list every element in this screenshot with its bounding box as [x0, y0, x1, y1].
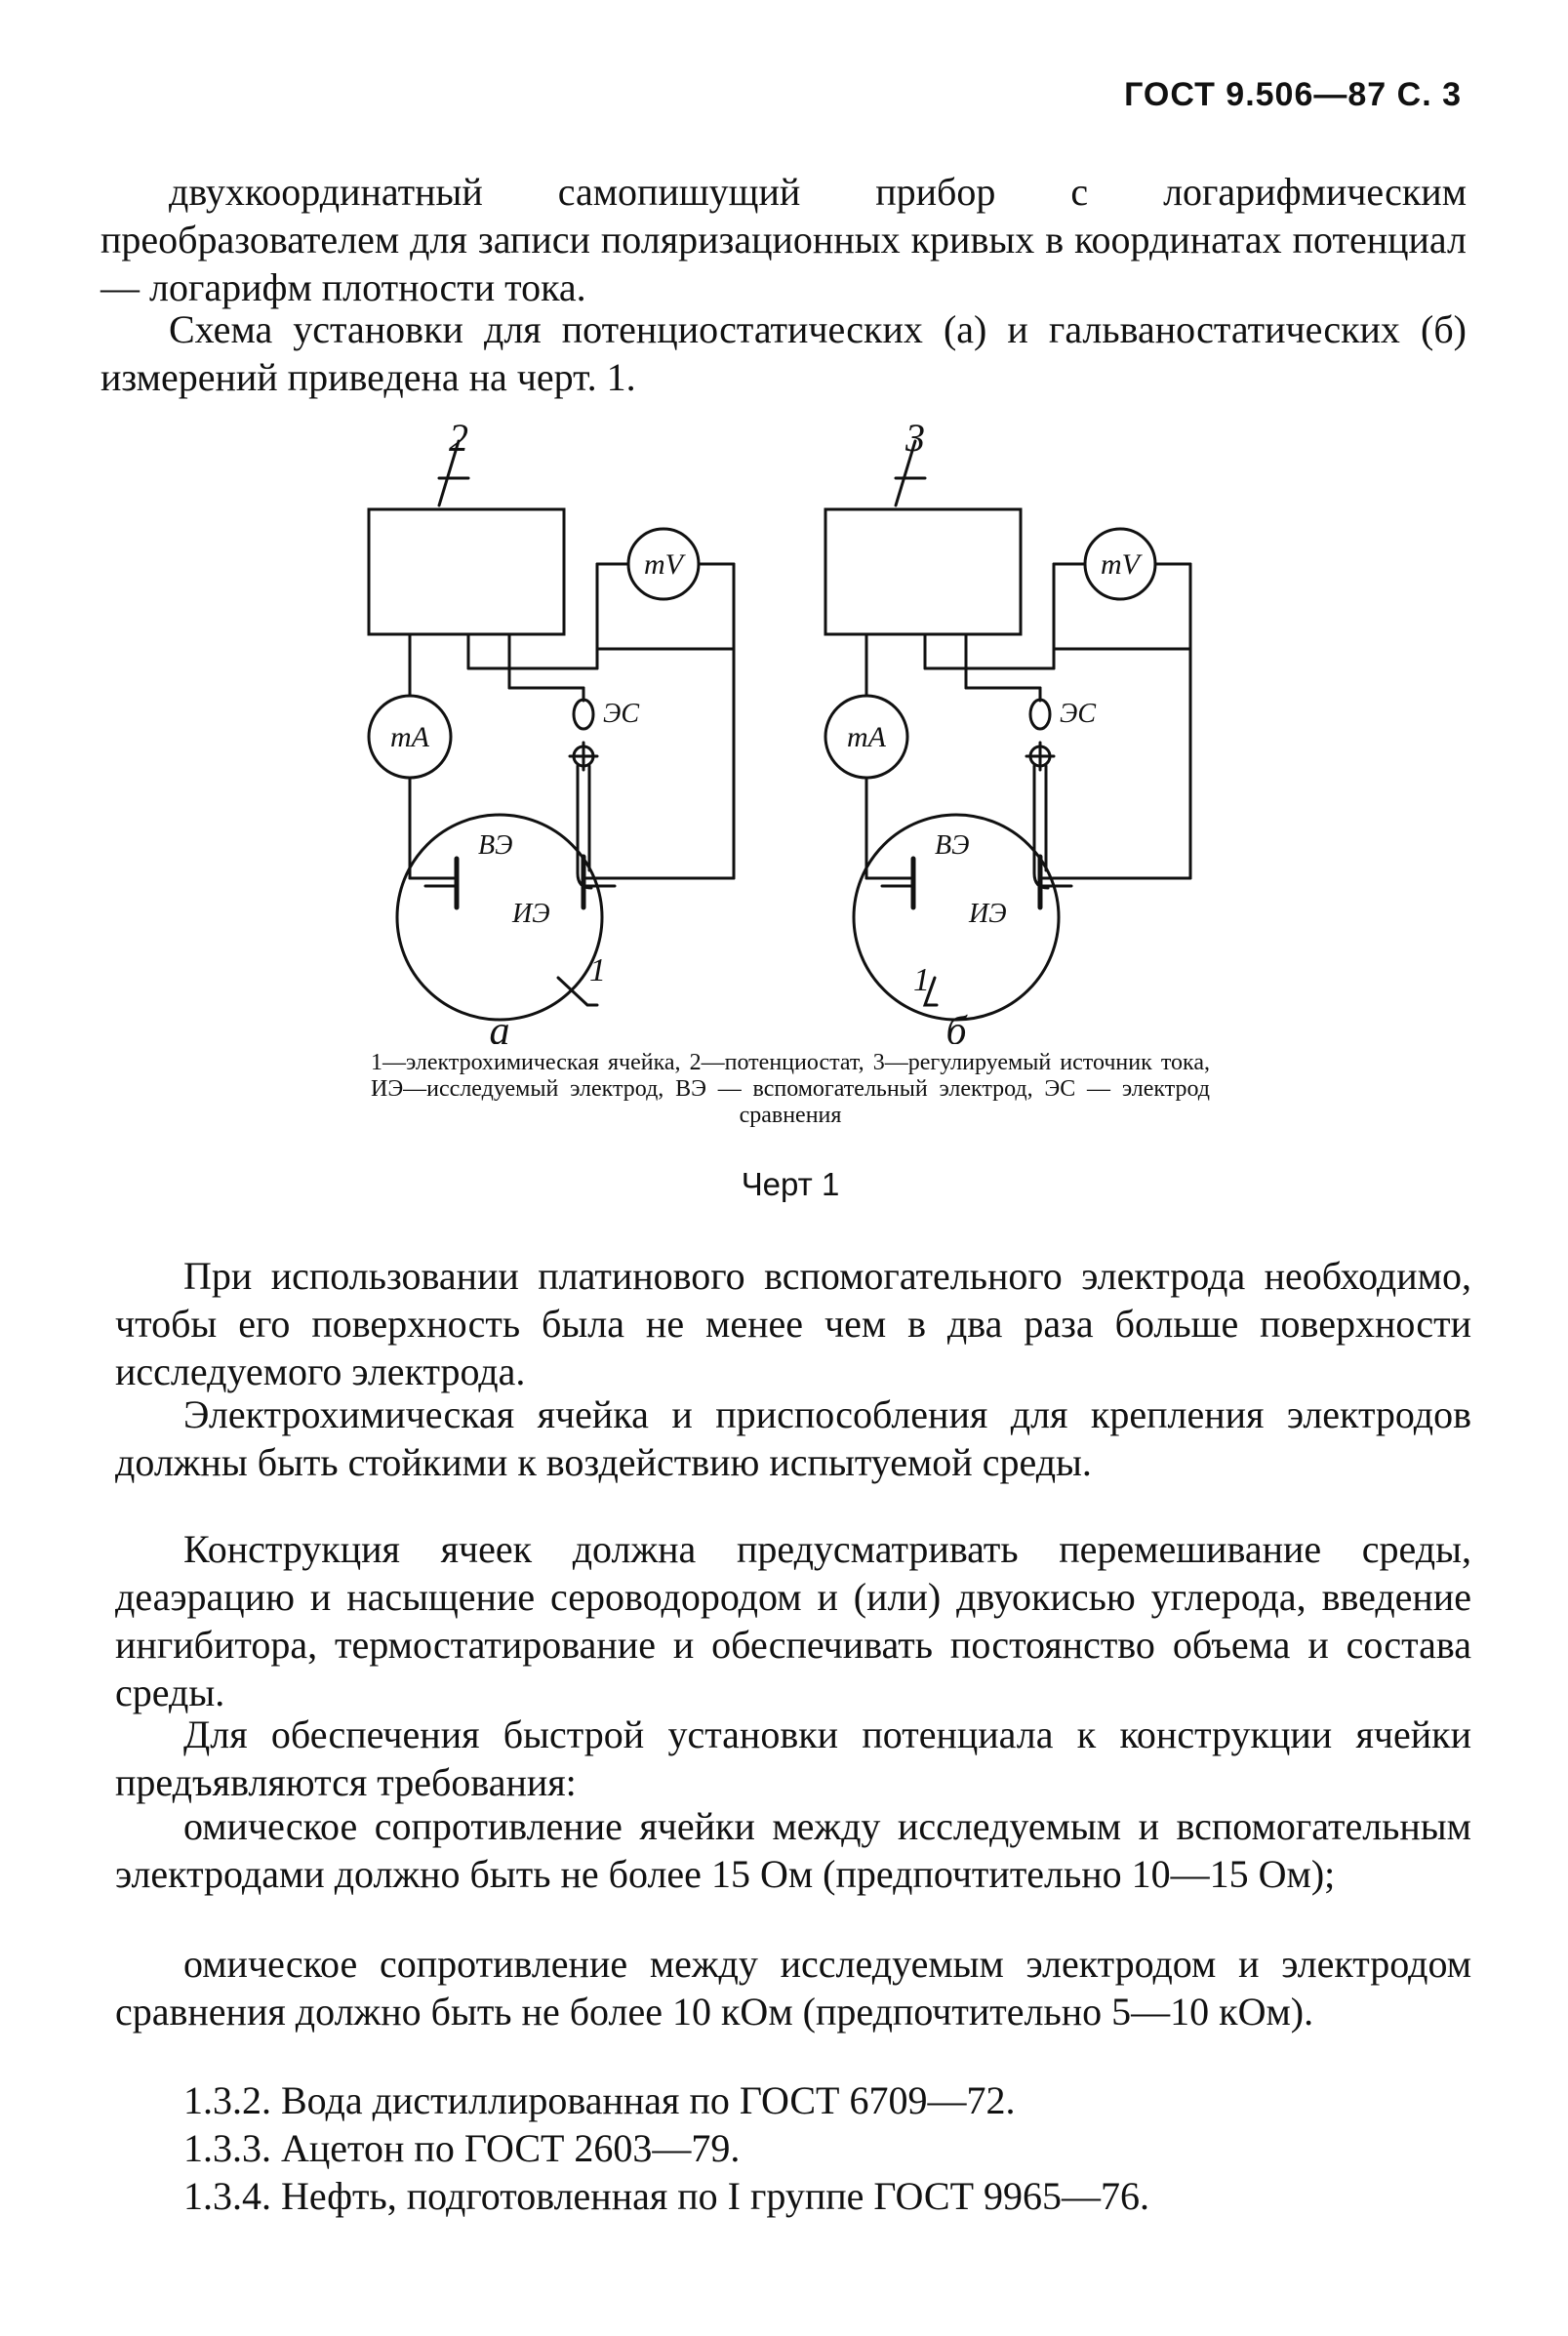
label-auxiliary-b: ВЭ — [935, 830, 970, 861]
label-ammeter-a: mA — [390, 721, 429, 753]
circuit-diagrams — [332, 420, 1249, 1044]
label-device-number-b: 3 — [905, 420, 925, 460]
label-voltmeter-b: mV — [1101, 548, 1140, 581]
paragraph-8: омическое сопротивление между исследуемым электродом и электродом сравнения должно быть не более 10 кОм (предпочтительно 5—10 кОм). — [115, 1942, 1471, 2034]
paragraph-4: Электрохимическая ячейка и приспособления для крепления электродов должны быть стойкими к воздействию испытуемой среды. — [115, 1392, 1471, 1484]
label-working-b: ИЭ — [969, 899, 1007, 929]
label-ammeter-b: mA — [847, 721, 886, 753]
paragraph-5: Конструкция ячеек должна предусматривать перемешивание среды, деаэрацию и насыщение сероводородом и (или) двуокисью углерода, введение ингибитора, термостатирование и обеспечивать постоянство объема и состава среды. — [115, 1527, 1471, 1714]
paragraph-1: двухкоординатный самопишущий прибор с логарифмическим преобразователем для записи поляризационных кривых в координатах потенциал— логарифм плотности тока. — [101, 170, 1467, 309]
figure-title: Черт 1 — [741, 1166, 840, 1202]
label-letter-b: б — [945, 1009, 967, 1044]
label-auxiliary-a: ВЭ — [478, 830, 513, 861]
paragraph-9: 1.3.2. Вода дистиллированная по ГОСТ 6709—72. — [183, 2078, 1016, 2122]
potentiostat-box — [369, 509, 564, 634]
paragraph-10: 1.3.3. Ацетон по ГОСТ 2603—79. — [183, 2126, 741, 2170]
label-voltmeter-a: mV — [644, 548, 683, 581]
running-header: ГОСТ 9.506—87 С. 3 — [1124, 76, 1462, 113]
reference-electrode-a — [574, 700, 593, 729]
paragraph-6: Для обеспечения быстрой установки потенциала к конструкции ячейки предъявляются требования: — [115, 1712, 1471, 1804]
paragraph-7: омическое сопротивление ячейки между исследуемым и вспомогательным электродами должно быть не более 15 Ом (предпочтительно 10—15 Ом); — [115, 1804, 1471, 1896]
paragraph-3: При использовании платинового вспомогательного электрода необходимо, чтобы его поверхность была не менее чем в два раза больше поверхности исследуемого электрода. — [115, 1254, 1471, 1393]
paragraph-11: 1.3.4. Нефть, подготовленная по I группе ГОСТ 9965—76. — [183, 2174, 1150, 2218]
label-cell-number-a: 1 — [589, 952, 606, 988]
figure-caption: 1—электрохимическая ячейка, 2—потенциостат, 3—регулируемый источник тока, ИЭ—исследуемый электрод, ВЭ — вспомогательный электрод, ЭС — электрод сравнения — [371, 1050, 1210, 1128]
label-device-number-a: 2 — [449, 420, 468, 460]
label-cell-number-b: 1 — [913, 962, 930, 998]
label-letter-a: а — [489, 1009, 510, 1044]
label-working-a: ИЭ — [512, 899, 550, 929]
reference-electrode-b — [1030, 700, 1050, 729]
paragraph-2: Схема установки для потенциостатических (а) и гальваностатических (б) измерений приведена на черт. 1. — [101, 307, 1467, 399]
label-reference-a: ЭС — [603, 699, 640, 729]
current-source-box — [825, 509, 1021, 634]
figure-1 — [332, 420, 1249, 1044]
label-reference-b: ЭС — [1060, 699, 1097, 729]
